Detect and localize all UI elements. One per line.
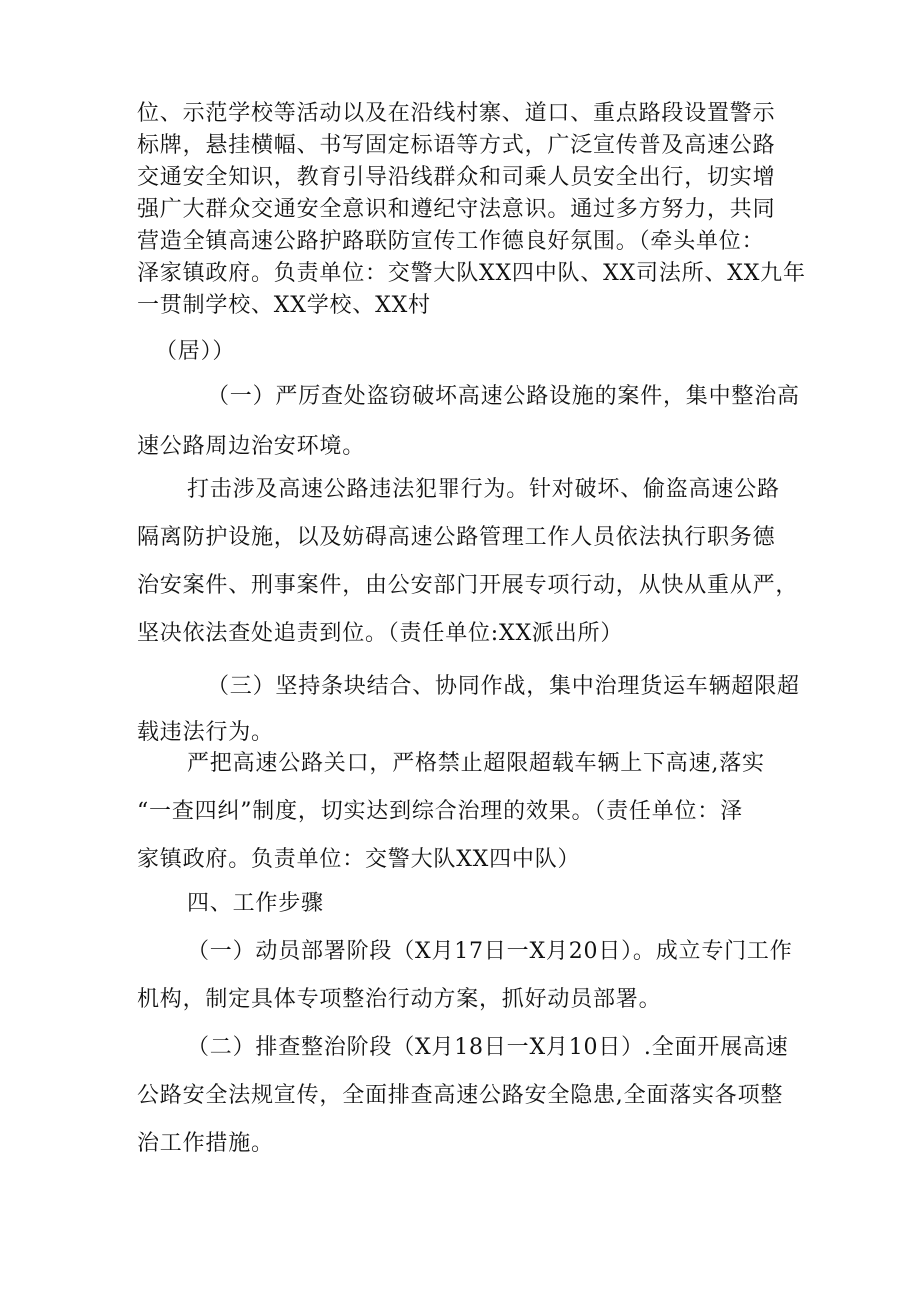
section-title: 四、工作步骤 [187,891,324,916]
text-line: （三）坚持条块结合、协同作战，集中治理货运车辆超限超 [207,674,800,699]
text-line: 公路安全法规宣传，全面排查高速公路安全隐患,全面落实各项整 [137,1083,784,1108]
text-line: 营造全镇高速公路护路联防宣传工作德良好氛围。（牵头单位： [137,229,765,254]
paragraph-crime-crackdown [137,466,797,658]
text-line: 速公路周边治安环境。 [137,434,366,459]
text-line: （一）动员部署阶段（X月17日一X月20日）。成立专门工作 [187,939,793,964]
paragraph-step-one [137,928,797,1024]
text-line: （二）排查整治阶段（X月18日一X月10日）.全面开展高速 [187,1035,789,1060]
text-line: “一查四纠”制度，切实达到综合治理的效果。（责任单位：泽 [137,799,743,824]
text-line: 隔离防护设施，以及妨碍高速公路管理工作人员依法执行职务德 [137,525,776,550]
text-line: 家镇政府。负责单位：交警大队XX四中队） [137,847,581,872]
text-line: 机构，制定具体专项整治行动方案，抓好动员部署。 [137,987,662,1012]
text-line: 严把高速公路关口，严格禁止超限超载车辆上下高速,落实 [187,751,765,776]
text-line: （一）严厉查处盗窃破坏高速公路设施的案件，集中整治高 [207,384,800,409]
text-line: 位、示范学校等活动以及在沿线村寨、道口、重点路段设置警示 [137,101,776,126]
text-line: 交通安全知识，教育引导沿线群众和司乘人员安全出行，切实增 [137,165,776,190]
paragraph-propaganda [137,98,806,368]
text-line: 坚决依法查处追责到位。（责任单位:XX派出所） [137,621,624,646]
paragraph-step-two [137,1024,797,1168]
text-line: 载违法行为。 [137,720,274,745]
paragraph-overload-control [137,740,797,884]
text-line: 标牌，悬挂横幅、书写固定标语等方式，广泛宣传普及高速公路 [137,133,776,158]
text-line: 打击涉及高速公路违法犯罪行为。针对破坏、偷盗高速公路 [187,477,780,502]
section-heading [137,880,797,928]
text-line: 治工作措施。 [137,1131,274,1156]
text-line: 泽家镇政府。负责单位：交警大队XX四中队、XX司法所、XX九年 [137,261,806,286]
text-line: 一贯制学校、XX学校、XX村 [137,293,431,318]
text-line: 强广大群众交通安全意识和遵纪守法意识。通过多方努力，共同 [137,197,776,222]
text-line: 治安案件、刑事案件，由公安部门开展专项行动，从快从重从严， [137,573,799,598]
text-line: （居）） [155,339,236,364]
paragraph-item-one-heading [137,372,800,472]
